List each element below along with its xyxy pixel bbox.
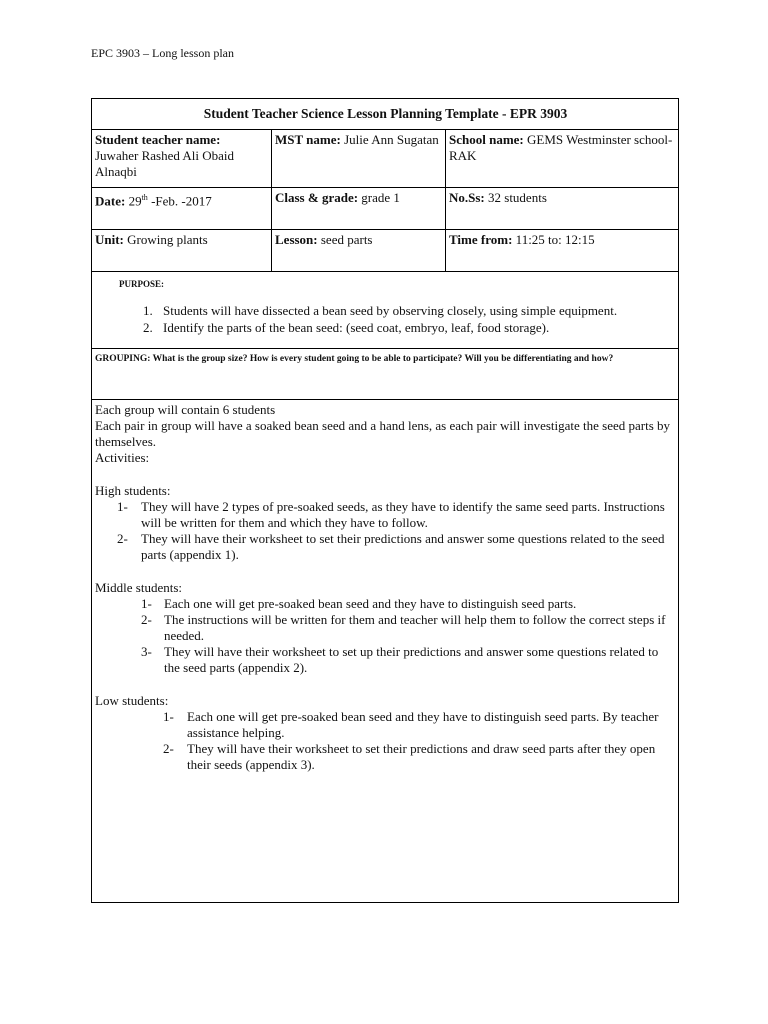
body-row: [92, 400, 679, 903]
activities-label: Activities:: [95, 450, 150, 465]
low-list: [95, 709, 676, 773]
unit-row: [92, 230, 679, 272]
class-value: grade 1: [361, 190, 400, 205]
time-cell: [446, 230, 679, 272]
list-item: 1. Students will have dissected a bean seed by observing closely, using simple equipment.: [143, 303, 618, 318]
high-list: [95, 499, 676, 563]
list-item: 3- They will have their worksheet to set up their predictions and answer some questions related to the seed parts (appendix 2).: [141, 644, 659, 675]
names-row: [92, 130, 679, 188]
table-title: Student Teacher Science Lesson Planning Template - EPR 3903: [92, 99, 679, 130]
list-item: 2. Identify the parts of the bean seed: (seed coat, embryo, leaf, food storage).: [143, 320, 550, 335]
time-value: 11:25 to: 12:15: [515, 232, 595, 247]
unit-value: Growing plants: [127, 232, 208, 247]
list-item: 1- Each one will get pre-soaked bean seed and they have to distinguish seed parts. By teacher assistance helping.: [163, 709, 659, 740]
grouping-row: [92, 349, 679, 400]
purpose-label: PURPOSE:: [119, 279, 164, 289]
unit-label: Unit:: [95, 232, 124, 247]
mst-label: MST name:: [275, 132, 341, 147]
grouping-cell: GROUPING: What is the group size? How is every student going to be able to participate? Will you be differentiating and how?: [92, 349, 679, 400]
purpose-list: [95, 302, 676, 336]
student-teacher-value: Juwaher Rashed Ali Obaid Alnaqbi: [95, 148, 235, 179]
pair-text: Each pair in group will have a soaked bean seed and a hand lens, as each pair will investigate the seed parts by themselves.: [95, 418, 671, 449]
list-item: 2- They will have their worksheet to set their predictions and answer some questions related to the seed parts (appendix 1).: [117, 531, 665, 562]
student-teacher-cell: [92, 130, 272, 188]
list-item: 1- Each one will get pre-soaked bean seed and they have to distinguish seed parts.: [141, 596, 577, 611]
unit-cell: [92, 230, 272, 272]
low-label: Low students:: [95, 693, 169, 708]
title-row: [92, 99, 679, 130]
high-label: High students:: [95, 483, 171, 498]
class-cell: [272, 188, 446, 230]
noss-value: 32 students: [488, 190, 547, 205]
list-item: 2- They will have their worksheet to set their predictions and draw seed parts after they open their seeds (appendix 3).: [163, 741, 656, 772]
lesson-value: seed parts: [320, 232, 373, 247]
date-cell: [92, 188, 272, 230]
group-size-text: Each group will contain 6 students: [95, 402, 276, 417]
lesson-label: Lesson:: [275, 232, 318, 247]
purpose-row: [92, 272, 679, 349]
middle-label: Middle students:: [95, 580, 183, 595]
lesson-cell: [272, 230, 446, 272]
page-header: EPC 3903 – Long lesson plan: [91, 46, 234, 60]
class-label: Class & grade:: [275, 190, 359, 205]
school-label: School name:: [449, 132, 524, 147]
mst-cell: [272, 130, 446, 188]
middle-list: [95, 596, 676, 676]
noss-cell: [446, 188, 679, 230]
noss-label: No.Ss:: [449, 190, 485, 205]
mst-value: Julie Ann Sugatan: [344, 132, 439, 147]
date-row: [92, 188, 679, 230]
date-suffix: th: [141, 193, 148, 202]
time-label: Time from:: [449, 232, 513, 247]
date-day: 29: [128, 193, 142, 209]
school-cell: [446, 130, 679, 188]
list-item: 1- They will have 2 types of pre-soaked seeds, as they have to identify the same seed parts. Instructions will be written for them and which they have to follow.: [117, 499, 665, 530]
school-value: GEMS Westminster school- RAK: [449, 132, 673, 163]
list-item: 2- The instructions will be written for them and teacher will help them to follow the correct steps if needed.: [141, 612, 666, 643]
body-cell: [92, 400, 679, 903]
date-label: Date:: [95, 193, 126, 209]
purpose-cell: [92, 272, 679, 349]
date-rest: -Feb. -2017: [151, 193, 212, 209]
lesson-plan-table: [91, 98, 679, 903]
student-teacher-label: Student teacher name:: [95, 132, 221, 147]
